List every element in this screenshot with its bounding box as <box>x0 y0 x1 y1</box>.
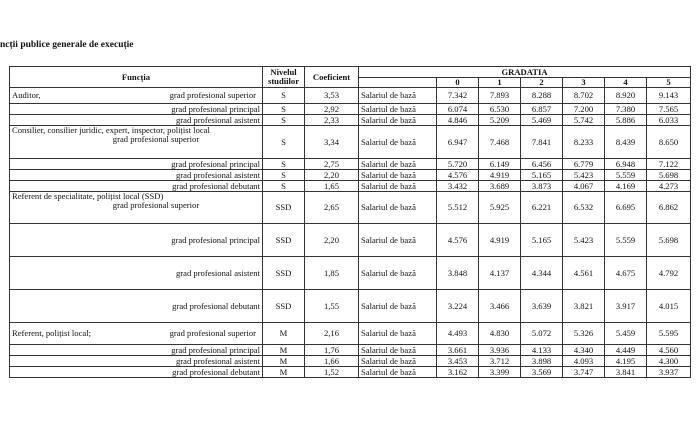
salary-value-cell: 5.512 <box>437 192 479 224</box>
salary-value-cell: 4.561 <box>563 257 605 290</box>
salary-value-cell: 5.072 <box>521 323 563 345</box>
salary-value-cell: 5.742 <box>563 115 605 126</box>
salary-value-cell: 3.466 <box>479 290 521 323</box>
salary-value-cell: 5.698 <box>647 224 691 257</box>
salary-value-cell: 5.459 <box>605 323 647 345</box>
table-row <box>10 356 691 367</box>
coeficient-cell: 3,53 <box>305 88 359 104</box>
salary-value-cell: 3.917 <box>605 290 647 323</box>
function-grade: grad profesional principal <box>171 234 260 245</box>
salary-value-cell: 3.936 <box>479 345 521 356</box>
table-row <box>10 115 691 126</box>
salary-value-cell: 4.015 <box>647 290 691 323</box>
salary-value-cell: 4.919 <box>479 170 521 181</box>
header-gradatia: GRADATIA <box>359 67 691 78</box>
salary-label-cell: Salariul de bază <box>359 290 437 323</box>
salary-value-cell: 5.469 <box>521 115 563 126</box>
salary-table <box>9 66 691 378</box>
salary-value-cell: 5.165 <box>521 224 563 257</box>
table-row <box>10 126 691 159</box>
function-cell <box>10 88 263 104</box>
function-cell <box>10 224 263 257</box>
header-gradatie-2: 2 <box>521 78 563 88</box>
coeficient-cell: 2,20 <box>305 224 359 257</box>
salary-value-cell: 3.712 <box>479 356 521 367</box>
salary-label-cell: Salariul de bază <box>359 159 437 170</box>
function-grade: grad profesional asistent <box>175 267 260 278</box>
salary-value-cell: 3.689 <box>479 181 521 192</box>
nivel-cell: S <box>263 126 305 159</box>
coeficient-cell: 2,20 <box>305 170 359 181</box>
salary-value-cell: 8.920 <box>605 88 647 104</box>
salary-value-cell: 4.846 <box>437 115 479 126</box>
salary-value-cell: 5.886 <box>605 115 647 126</box>
function-cell <box>10 345 263 356</box>
function-cell <box>10 192 263 224</box>
nivel-cell: SSD <box>263 224 305 257</box>
salary-value-cell: 6.947 <box>437 126 479 159</box>
salary-value-cell: 4.344 <box>521 257 563 290</box>
nivel-cell: M <box>263 345 305 356</box>
salary-value-cell: 4.919 <box>479 224 521 257</box>
header-gradatie-5: 5 <box>647 78 691 88</box>
salary-value-cell: 4.830 <box>479 323 521 345</box>
salary-value-cell: 8.233 <box>563 126 605 159</box>
function-cell <box>10 170 263 181</box>
function-cell <box>10 126 263 159</box>
salary-label-cell: Salariul de bază <box>359 192 437 224</box>
salary-value-cell: 7.380 <box>605 104 647 115</box>
salary-label-cell: Salariul de bază <box>359 323 437 345</box>
header-nivel <box>263 67 305 88</box>
function-cell <box>10 257 263 290</box>
salary-value-cell: 3.898 <box>521 356 563 367</box>
salary-value-cell: 5.423 <box>563 170 605 181</box>
salary-value-cell: 6.857 <box>521 104 563 115</box>
function-cell <box>10 367 263 378</box>
header-coeficient: Coeficient <box>305 67 359 88</box>
coeficient-cell: 2,16 <box>305 323 359 345</box>
nivel-cell: SSD <box>263 257 305 290</box>
function-title: Referent, polițist local; <box>12 328 91 338</box>
function-title: Referent de specialitate, polițist local (SSD) <box>12 191 164 201</box>
salary-value-cell: 5.559 <box>605 224 647 257</box>
table-row <box>10 257 691 290</box>
table-row <box>10 159 691 170</box>
function-cell <box>10 290 263 323</box>
function-grade: grad profesional superior <box>169 90 256 100</box>
coeficient-cell: 1,52 <box>305 367 359 378</box>
function-title: Consilier, consilier juridic, expert, inspector, polițist local <box>12 125 210 135</box>
salary-value-cell: 6.033 <box>647 115 691 126</box>
header-blank <box>359 78 437 88</box>
salary-value-cell: 5.595 <box>647 323 691 345</box>
salary-value-cell: 5.925 <box>479 192 521 224</box>
nivel-cell: SSD <box>263 290 305 323</box>
salary-label-cell: Salariul de bază <box>359 104 437 115</box>
function-cell <box>10 115 263 126</box>
salary-value-cell: 8.702 <box>563 88 605 104</box>
salary-value-cell: 3.639 <box>521 290 563 323</box>
salary-label-cell: Salariul de bază <box>359 181 437 192</box>
header-functia: Funcția <box>10 67 263 88</box>
table-row <box>10 345 691 356</box>
header-gradatie-4: 4 <box>605 78 647 88</box>
section-heading: ncții publice generale de execuție <box>0 40 134 50</box>
salary-value-cell: 4.169 <box>605 181 647 192</box>
header-gradatie-1: 1 <box>479 78 521 88</box>
salary-value-cell: 6.862 <box>647 192 691 224</box>
salary-value-cell: 5.423 <box>563 224 605 257</box>
salary-value-cell: 4.493 <box>437 323 479 345</box>
coeficient-cell: 1,76 <box>305 345 359 356</box>
table-row <box>10 170 691 181</box>
coeficient-cell: 2,33 <box>305 115 359 126</box>
table-row <box>10 224 691 257</box>
function-cell <box>10 104 263 115</box>
salary-value-cell: 6.074 <box>437 104 479 115</box>
salary-value-cell: 3.821 <box>563 290 605 323</box>
salary-value-cell: 5.720 <box>437 159 479 170</box>
salary-value-cell: 8.650 <box>647 126 691 159</box>
salary-value-cell: 5.698 <box>647 170 691 181</box>
salary-value-cell: 5.326 <box>563 323 605 345</box>
function-cell <box>10 159 263 170</box>
salary-value-cell: 3.399 <box>479 367 521 378</box>
coeficient-cell: 1,66 <box>305 356 359 367</box>
salary-label-cell: Salariul de bază <box>359 367 437 378</box>
header-nivel-line1: Nivelul <box>270 67 297 77</box>
salary-value-cell: 3.937 <box>647 367 691 378</box>
function-grade: grad profesional debutant <box>172 180 260 191</box>
salary-value-cell: 3.848 <box>437 257 479 290</box>
function-cell <box>10 356 263 367</box>
salary-value-cell: 4.340 <box>563 345 605 356</box>
salary-value-cell: 6.695 <box>605 192 647 224</box>
salary-value-cell: 8.439 <box>605 126 647 159</box>
salary-label-cell: Salariul de bază <box>359 224 437 257</box>
salary-value-cell: 3.224 <box>437 290 479 323</box>
salary-table-body <box>10 88 691 378</box>
salary-value-cell: 7.342 <box>437 88 479 104</box>
salary-label-cell: Salariul de bază <box>359 126 437 159</box>
function-grade: grad profesional superior <box>112 200 200 210</box>
salary-value-cell: 4.067 <box>563 181 605 192</box>
coeficient-cell: 2,65 <box>305 192 359 224</box>
function-grade: grad profesional superior <box>112 134 200 144</box>
salary-value-cell: 3.569 <box>521 367 563 378</box>
salary-value-cell: 4.273 <box>647 181 691 192</box>
salary-value-cell: 6.456 <box>521 159 563 170</box>
salary-value-cell: 7.468 <box>479 126 521 159</box>
salary-value-cell: 6.149 <box>479 159 521 170</box>
salary-label-cell: Salariul de bază <box>359 257 437 290</box>
salary-value-cell: 4.137 <box>479 257 521 290</box>
salary-value-cell: 4.675 <box>605 257 647 290</box>
salary-value-cell: 3.747 <box>563 367 605 378</box>
salary-value-cell: 4.133 <box>521 345 563 356</box>
salary-value-cell: 6.221 <box>521 192 563 224</box>
salary-label-cell: Salariul de bază <box>359 88 437 104</box>
salary-value-cell: 3.162 <box>437 367 479 378</box>
coeficient-cell: 2,92 <box>305 104 359 115</box>
salary-label-cell: Salariul de bază <box>359 115 437 126</box>
salary-value-cell: 7.893 <box>479 88 521 104</box>
table-row <box>10 88 691 104</box>
header-gradatie-3: 3 <box>563 78 605 88</box>
salary-value-cell: 3.841 <box>605 367 647 378</box>
function-grade: grad profesional debutant <box>172 300 260 311</box>
salary-value-cell: 4.576 <box>437 170 479 181</box>
nivel-cell: S <box>263 104 305 115</box>
coeficient-cell: 2,75 <box>305 159 359 170</box>
salary-value-cell: 3.453 <box>437 356 479 367</box>
salary-value-cell: 6.948 <box>605 159 647 170</box>
salary-value-cell: 9.143 <box>647 88 691 104</box>
salary-value-cell: 7.200 <box>563 104 605 115</box>
nivel-cell: S <box>263 170 305 181</box>
nivel-cell: M <box>263 367 305 378</box>
salary-label-cell: Salariul de bază <box>359 356 437 367</box>
salary-value-cell: 6.532 <box>563 192 605 224</box>
salary-value-cell: 7.841 <box>521 126 563 159</box>
salary-value-cell: 4.792 <box>647 257 691 290</box>
function-grade: grad profesional debutant <box>172 366 260 377</box>
salary-value-cell: 3.873 <box>521 181 563 192</box>
function-grade: grad profesional asistent <box>175 355 260 366</box>
nivel-cell: M <box>263 356 305 367</box>
function-grade: grad profesional asistent <box>175 169 260 180</box>
table-row <box>10 367 691 378</box>
nivel-cell: M <box>263 323 305 345</box>
salary-value-cell: 4.560 <box>647 345 691 356</box>
table-row <box>10 104 691 115</box>
salary-value-cell: 6.779 <box>563 159 605 170</box>
header-gradatie-0: 0 <box>437 78 479 88</box>
function-grade: grad profesional principal <box>171 158 260 169</box>
salary-value-cell: 7.565 <box>647 104 691 115</box>
salary-value-cell: 3.661 <box>437 345 479 356</box>
function-title: Auditor, <box>12 90 41 100</box>
salary-value-cell: 4.195 <box>605 356 647 367</box>
function-cell <box>10 323 263 345</box>
function-grade: grad profesional superior <box>169 328 256 338</box>
function-grade: grad profesional principal <box>171 103 260 114</box>
salary-value-cell: 5.209 <box>479 115 521 126</box>
header-nivel-line2: studiilor <box>267 76 300 86</box>
nivel-cell: S <box>263 159 305 170</box>
salary-value-cell: 6.530 <box>479 104 521 115</box>
function-grade: grad profesional principal <box>171 344 260 355</box>
table-row <box>10 290 691 323</box>
salary-value-cell: 4.449 <box>605 345 647 356</box>
salary-value-cell: 5.165 <box>521 170 563 181</box>
salary-value-cell: 4.300 <box>647 356 691 367</box>
salary-label-cell: Salariul de bază <box>359 345 437 356</box>
coeficient-cell: 1,55 <box>305 290 359 323</box>
function-cell <box>10 181 263 192</box>
table-row <box>10 323 691 345</box>
salary-value-cell: 4.576 <box>437 224 479 257</box>
coeficient-cell: 1,65 <box>305 181 359 192</box>
coeficient-cell: 1,85 <box>305 257 359 290</box>
nivel-cell: SSD <box>263 192 305 224</box>
salary-value-cell: 7.122 <box>647 159 691 170</box>
coeficient-cell: 3,34 <box>305 126 359 159</box>
table-row <box>10 181 691 192</box>
function-grade: grad profesional asistent <box>175 114 260 125</box>
salary-value-cell: 3.432 <box>437 181 479 192</box>
nivel-cell: S <box>263 115 305 126</box>
nivel-cell: S <box>263 88 305 104</box>
salary-value-cell: 8.288 <box>521 88 563 104</box>
salary-value-cell: 4.093 <box>563 356 605 367</box>
salary-value-cell: 5.559 <box>605 170 647 181</box>
table-row <box>10 192 691 224</box>
salary-label-cell: Salariul de bază <box>359 170 437 181</box>
nivel-cell: S <box>263 181 305 192</box>
